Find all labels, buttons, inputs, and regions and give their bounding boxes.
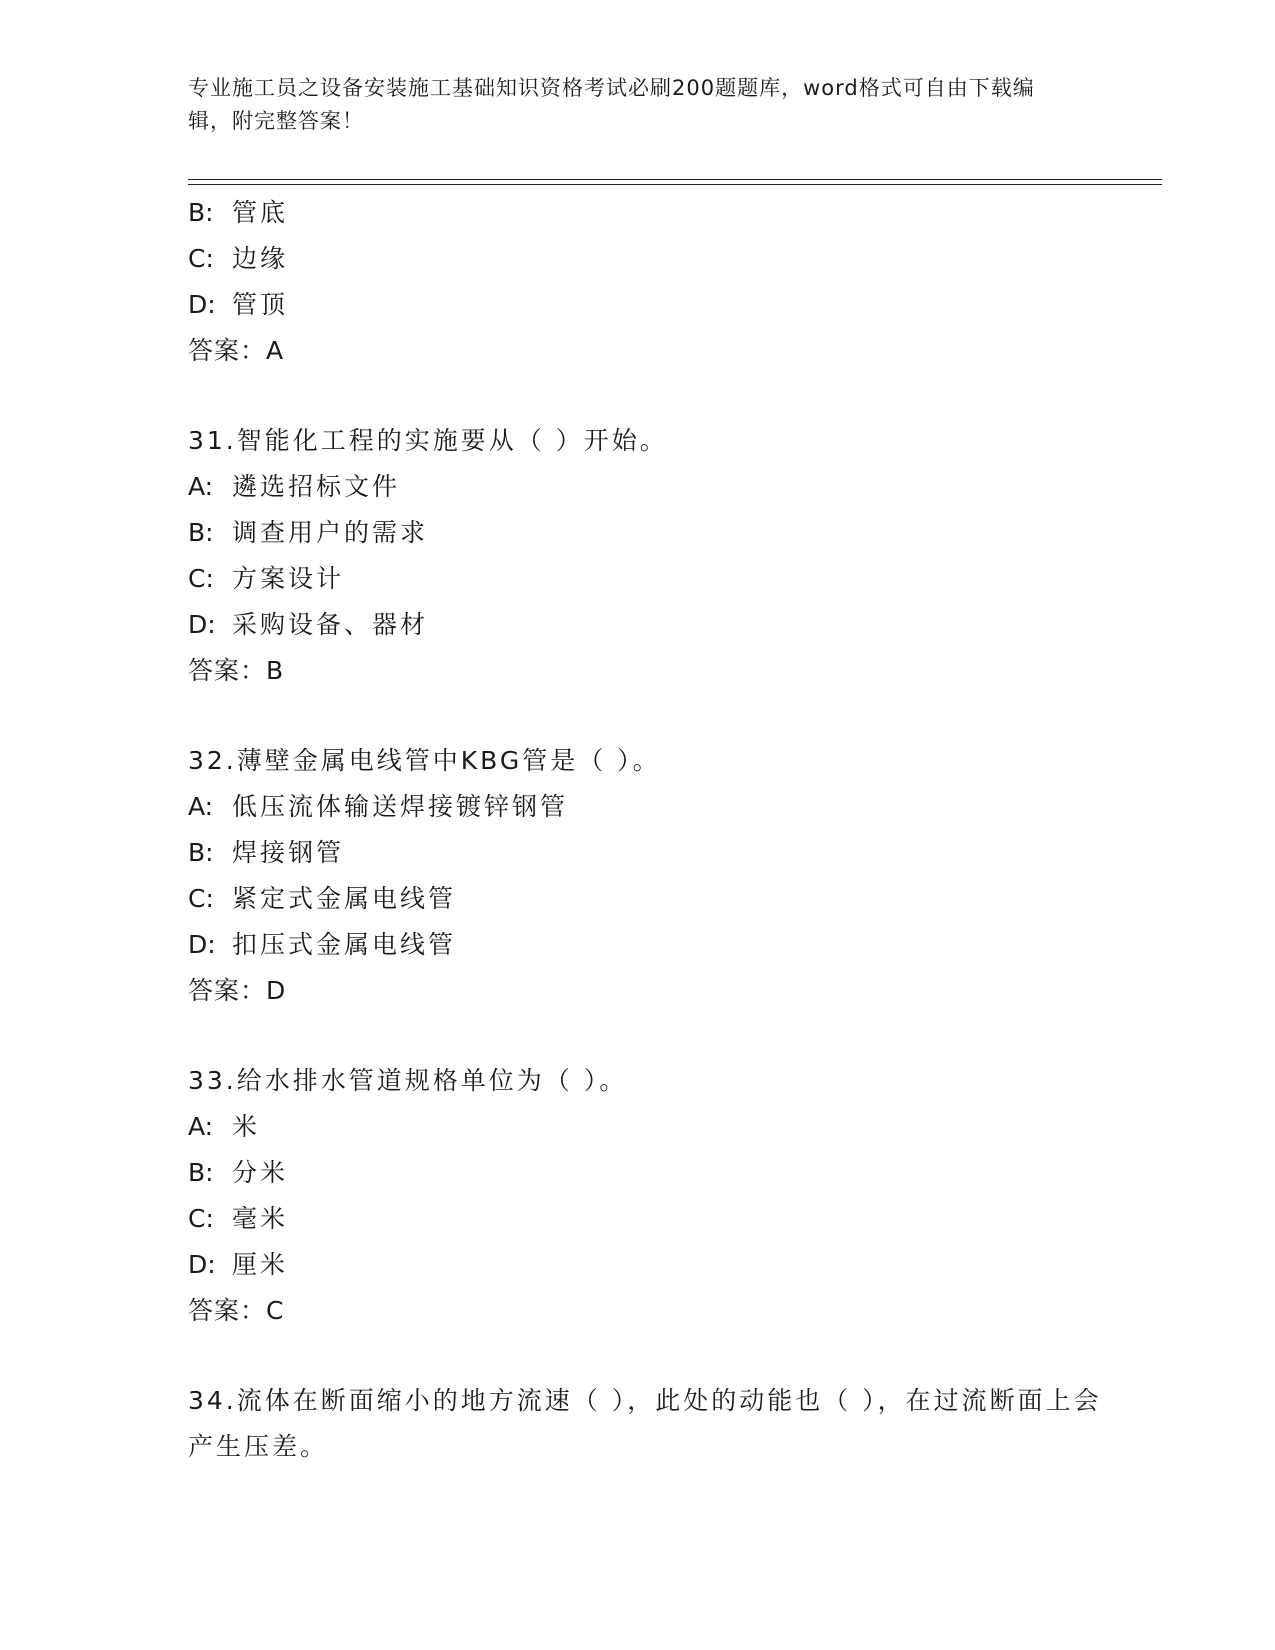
option-label: B: [188, 838, 214, 867]
option-text: 调查用户的需求 [232, 518, 429, 547]
option-a [188, 784, 1118, 830]
option-label: D: [188, 290, 216, 319]
option-label: A: [188, 792, 214, 821]
option-text: 方案设计 [232, 564, 345, 593]
question-32 [188, 738, 1118, 1014]
question-list [188, 190, 1118, 1470]
option-label: B: [188, 1158, 214, 1187]
question-title: 33.给水排水管道规格单位为（ ）。 [188, 1066, 628, 1095]
option-label: C: [188, 564, 214, 593]
option-b [188, 510, 1118, 556]
option-text: 低压流体输送焊接镀锌钢管 [232, 792, 569, 821]
option-label: A: [188, 1112, 214, 1141]
option-text: 焊接钢管 [232, 838, 345, 867]
option-label: B: [188, 198, 214, 227]
answer-line: 答案：D [188, 976, 287, 1005]
question-34 [188, 1378, 1118, 1470]
option-b [188, 830, 1118, 876]
option-label: D: [188, 610, 216, 639]
option-text: 毫米 [232, 1204, 289, 1233]
option-text: 米 [232, 1112, 261, 1141]
option-label: C: [188, 1204, 214, 1233]
question-title: 31.智能化工程的实施要从（ ）开始。 [188, 426, 668, 455]
option-b [188, 1150, 1118, 1196]
option-text: 边缘 [232, 244, 289, 273]
answer-line: 答案：A [188, 336, 285, 365]
question-title: 32.薄壁金属电线管中KBG管是（ ）。 [188, 746, 661, 775]
option-text: 厘米 [232, 1250, 289, 1279]
header-title: 专业施工员之设备安装施工基础知识资格考试必刷200题题库，word格式可自由下载编辑，附完整答案！ [188, 76, 1035, 133]
answer-line: 答案：C [188, 1296, 285, 1325]
option-d [188, 922, 1118, 968]
question-33 [188, 1058, 1118, 1334]
option-label: C: [188, 884, 214, 913]
question-title: 34.流体在断面缩小的地方流速（ ），此处的动能也（ ），在过流断面上会产生压差。 [188, 1386, 1102, 1461]
option-text: 遴选招标文件 [232, 472, 401, 501]
document-header [188, 72, 1068, 138]
option-label: A: [188, 472, 214, 501]
option-text: 紧定式金属电线管 [232, 884, 457, 913]
question-31 [188, 418, 1118, 694]
option-c [188, 1196, 1118, 1242]
option-text: 管顶 [232, 290, 289, 319]
option-c [188, 556, 1118, 602]
question-partial [188, 190, 1118, 374]
option-b [188, 190, 1118, 236]
option-label: D: [188, 1250, 216, 1279]
option-c [188, 236, 1118, 282]
option-c [188, 876, 1118, 922]
option-a [188, 1104, 1118, 1150]
option-text: 分米 [232, 1158, 289, 1187]
option-a [188, 464, 1118, 510]
option-d [188, 1242, 1118, 1288]
option-d [188, 282, 1118, 328]
option-label: B: [188, 518, 214, 547]
answer-line: 答案：B [188, 656, 285, 685]
header-divider-bottom [188, 184, 1162, 185]
option-text: 采购设备、器材 [232, 610, 429, 639]
option-label: D: [188, 930, 216, 959]
option-text: 扣压式金属电线管 [232, 930, 457, 959]
option-d [188, 602, 1118, 648]
option-label: C: [188, 244, 214, 273]
option-text: 管底 [232, 198, 289, 227]
header-divider-top [188, 179, 1162, 180]
